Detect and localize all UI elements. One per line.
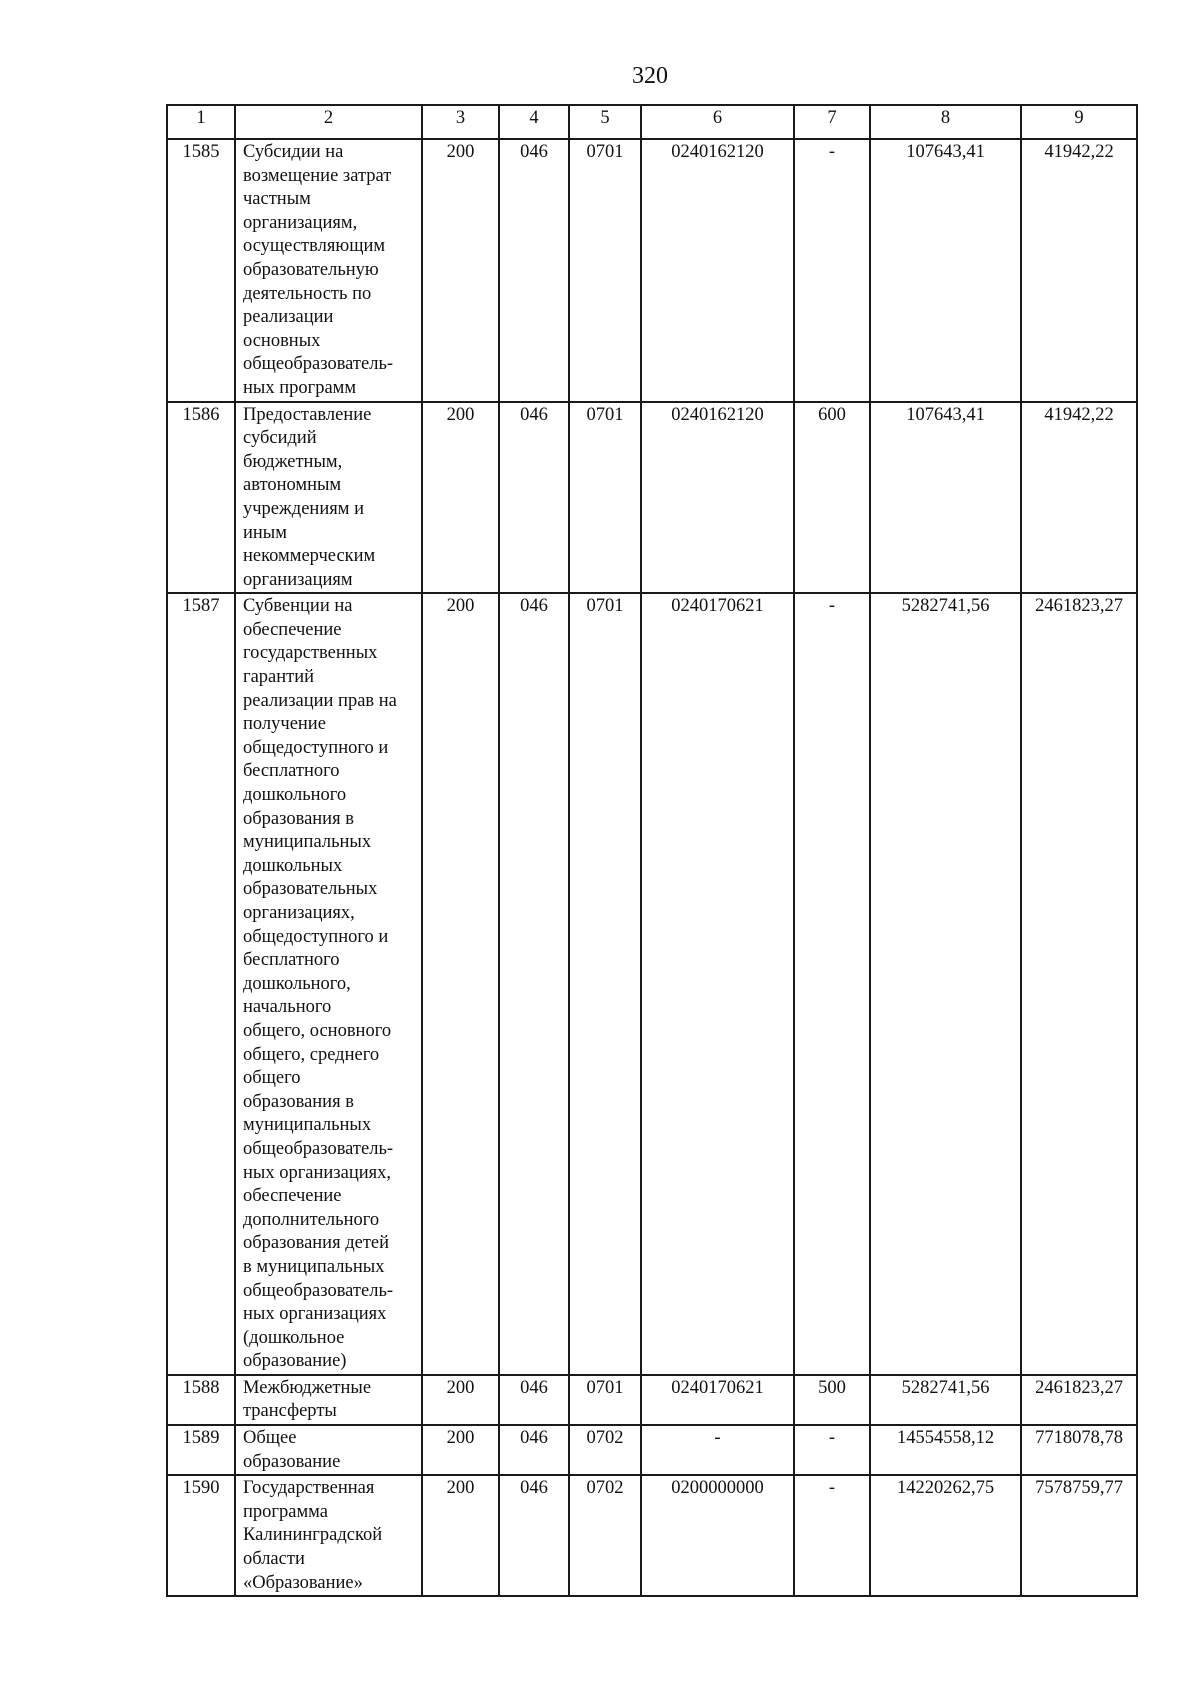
code-7-cell: -: [794, 1425, 870, 1475]
item-name-line: Государственная: [243, 1478, 375, 1499]
code-5-cell: 0701: [569, 402, 641, 594]
code-5-cell: 0702: [569, 1475, 641, 1596]
item-name-line: обеспечение: [243, 619, 342, 640]
item-name-cell: [235, 1425, 422, 1475]
amount-8-cell: 14220262,75: [870, 1475, 1021, 1596]
table-row: [167, 1425, 1137, 1475]
amount-9-cell: 41942,22: [1021, 139, 1137, 402]
item-name-line: начального: [243, 997, 332, 1018]
item-name-line: образования в: [243, 808, 354, 829]
item-name-line: Субвенции на: [243, 596, 353, 617]
code-3-cell: 200: [422, 1375, 499, 1425]
code-6-cell: -: [641, 1425, 794, 1475]
item-name-line: Субсидии на: [243, 142, 344, 162]
row-number-cell: 1588: [167, 1375, 235, 1425]
table-header-row: [167, 105, 1137, 139]
item-name-line: общеобразователь-: [243, 354, 394, 375]
item-name-line: Калининградской: [243, 1525, 383, 1546]
code-4-cell: 046: [499, 402, 569, 594]
item-name-line: общеобразователь-: [243, 1280, 394, 1301]
budget-table: [166, 104, 1138, 1597]
header-cell: 9: [1021, 105, 1137, 139]
header-cell: 4: [499, 105, 569, 139]
amount-9-cell: 7718078,78: [1021, 1425, 1137, 1475]
row-number-cell: 1587: [167, 593, 235, 1375]
item-name-line: общеобразователь-: [243, 1138, 394, 1159]
amount-9-cell: 41942,22: [1021, 402, 1137, 594]
item-name-line: общего: [243, 1068, 301, 1089]
item-name-line: дошкольных: [243, 855, 343, 876]
item-name-line: образования детей: [243, 1233, 390, 1254]
header-cell: 5: [569, 105, 641, 139]
item-name-line: общего, среднего: [243, 1044, 380, 1065]
item-name-line: гарантий: [243, 667, 315, 688]
item-name-line: образование: [243, 1451, 341, 1472]
item-name-line: образование): [243, 1351, 347, 1372]
code-3-cell: 200: [422, 402, 499, 594]
item-name-line: ных организациях: [243, 1304, 387, 1325]
item-name-line: трансферты: [243, 1401, 337, 1422]
code-7-cell: 600: [794, 402, 870, 594]
item-name-cell: [235, 139, 422, 402]
code-4-cell: 046: [499, 1475, 569, 1596]
item-name-line: Межбюджетные: [243, 1377, 372, 1398]
page-number: 320: [632, 63, 668, 89]
item-name-line: деятельность по: [243, 283, 372, 304]
amount-9-cell: 2461823,27: [1021, 593, 1137, 1375]
code-7-cell: 500: [794, 1375, 870, 1425]
item-name-line: основных: [243, 330, 321, 351]
item-name-cell: [235, 1475, 422, 1596]
amount-8-cell: 107643,41: [870, 139, 1021, 402]
item-name-line: частным: [243, 189, 311, 210]
table-row: [167, 1375, 1137, 1425]
item-name-line: дошкольного,: [243, 973, 351, 994]
table-row: [167, 593, 1137, 1375]
header-cell: 1: [167, 105, 235, 139]
row-number-cell: 1585: [167, 139, 235, 402]
item-name-cell: [235, 1375, 422, 1425]
code-4-cell: 046: [499, 1375, 569, 1425]
item-name-line: муниципальных: [243, 1115, 372, 1136]
header-cell: 3: [422, 105, 499, 139]
table-row: [167, 139, 1137, 402]
item-name-cell: [235, 402, 422, 594]
item-name-line: некоммерческим: [243, 546, 376, 567]
item-name-line: программа: [243, 1501, 328, 1522]
item-name-line: образовательных: [243, 879, 378, 900]
amount-9-cell: 2461823,27: [1021, 1375, 1137, 1425]
item-name-cell: [235, 593, 422, 1375]
item-name-line: государственных: [243, 643, 378, 664]
code-6-cell: 0240162120: [641, 402, 794, 594]
item-name-line: ных организациях,: [243, 1162, 392, 1183]
item-name-line: организациям,: [243, 212, 358, 233]
item-name-line: учреждениям и: [243, 498, 364, 519]
item-name-line: общедоступного и: [243, 926, 389, 947]
code-7-cell: -: [794, 593, 870, 1375]
code-3-cell: 200: [422, 139, 499, 402]
code-7-cell: -: [794, 1475, 870, 1596]
item-name-line: осуществляющим: [243, 236, 386, 257]
amount-8-cell: 107643,41: [870, 402, 1021, 594]
code-3-cell: 200: [422, 593, 499, 1375]
item-name-line: общего, основного: [243, 1020, 392, 1041]
item-name-line: Общее: [243, 1428, 297, 1449]
item-name-line: Предоставление: [243, 404, 372, 425]
item-name-line: реализации прав на: [243, 690, 397, 711]
amount-8-cell: 14554558,12: [870, 1425, 1021, 1475]
code-5-cell: 0701: [569, 593, 641, 1375]
code-6-cell: 0240170621: [641, 1375, 794, 1425]
amount-8-cell: 5282741,56: [870, 1375, 1021, 1425]
header-cell: 2: [235, 105, 422, 139]
item-name-line: возмещение затрат: [243, 165, 392, 186]
header-cell: 6: [641, 105, 794, 139]
code-6-cell: 0200000000: [641, 1475, 794, 1596]
item-name-line: бесплатного: [243, 761, 340, 782]
amount-9-cell: 7578759,77: [1021, 1475, 1137, 1596]
item-name-line: образовательную: [243, 259, 379, 280]
item-name-line: получение: [243, 714, 326, 735]
code-3-cell: 200: [422, 1425, 499, 1475]
code-4-cell: 046: [499, 593, 569, 1375]
row-number-cell: 1589: [167, 1425, 235, 1475]
code-5-cell: 0701: [569, 1375, 641, 1425]
code-4-cell: 046: [499, 1425, 569, 1475]
item-name-line: ных программ: [243, 377, 357, 398]
code-4-cell: 046: [499, 139, 569, 402]
code-6-cell: 0240162120: [641, 139, 794, 402]
item-name-line: «Образование»: [243, 1572, 363, 1593]
item-name-line: обеспечение: [243, 1186, 342, 1207]
item-name-line: организациях,: [243, 903, 355, 923]
item-name-line: реализации: [243, 307, 334, 328]
item-name-line: муниципальных: [243, 832, 372, 853]
item-name-line: (дошкольное: [243, 1327, 345, 1348]
item-name-line: организациям: [243, 569, 353, 590]
item-name-line: дополнительного: [243, 1209, 380, 1230]
row-number-cell: 1586: [167, 402, 235, 594]
item-name-line: дошкольного: [243, 785, 347, 806]
item-name-line: в муниципальных: [243, 1256, 385, 1277]
code-6-cell: 0240170621: [641, 593, 794, 1375]
amount-8-cell: 5282741,56: [870, 593, 1021, 1375]
item-name-line: бесплатного: [243, 950, 340, 971]
code-5-cell: 0702: [569, 1425, 641, 1475]
code-3-cell: 200: [422, 1475, 499, 1596]
code-7-cell: -: [794, 139, 870, 402]
item-name-line: общедоступного и: [243, 737, 389, 758]
item-name-line: субсидий: [243, 428, 317, 449]
row-number-cell: 1590: [167, 1475, 235, 1596]
item-name-line: образования в: [243, 1091, 354, 1112]
table-body: [167, 105, 1137, 1596]
item-name-line: бюджетным,: [243, 451, 343, 472]
item-name-line: области: [243, 1549, 305, 1570]
table-row: [167, 402, 1137, 594]
header-cell: 8: [870, 105, 1021, 139]
item-name-line: иным: [243, 522, 287, 543]
header-cell: 7: [794, 105, 870, 139]
table-row: [167, 1475, 1137, 1596]
item-name-line: автономным: [243, 475, 342, 496]
code-5-cell: 0701: [569, 139, 641, 402]
